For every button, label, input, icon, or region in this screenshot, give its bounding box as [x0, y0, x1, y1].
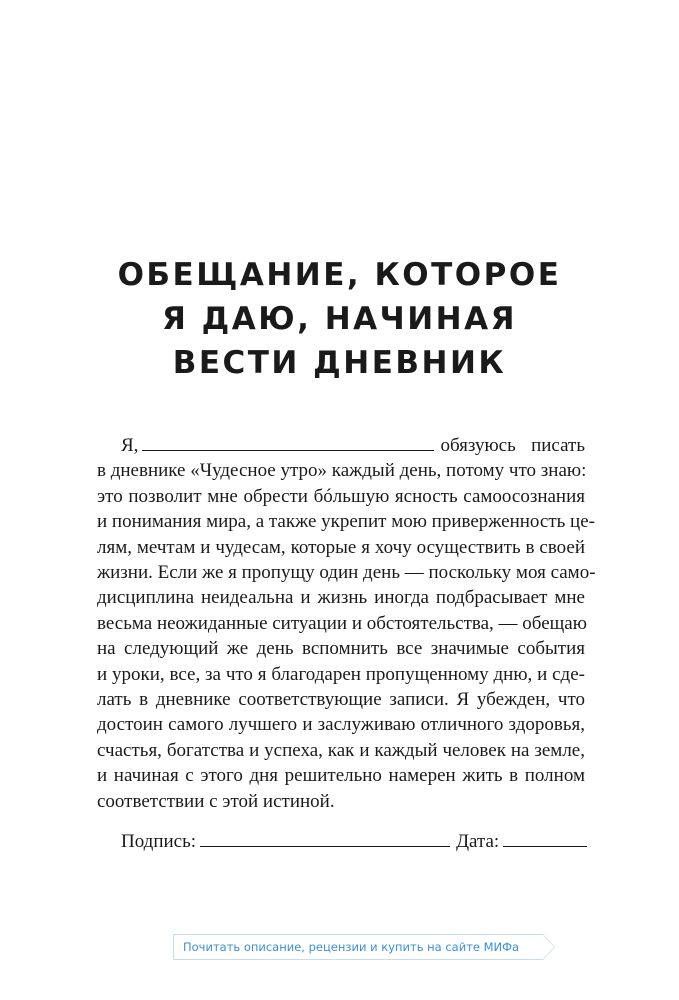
promise-line: на следующий же день вспомнить все значимые события [97, 638, 585, 660]
date-blank-line[interactable] [503, 829, 587, 847]
promise-paragraph [97, 433, 596, 814]
signature-row [121, 829, 585, 854]
title-line: Я ДАЮ, НАЧИНАЯ [162, 301, 517, 337]
promise-line: лям, мечтам и чудесам, которые я хочу осуществить в своей [97, 536, 585, 558]
promise-line: лать в дневнике соответствующие записи. Я убежден, что [97, 689, 585, 711]
promise-line: дисциплина неидеальна и жизнь иногда подбрасывает мне [97, 587, 585, 609]
page-title [0, 253, 679, 385]
signature-label: Подпись: [121, 831, 197, 852]
promise-first-line [97, 433, 585, 458]
mif-link-text[interactable]: Почитать описание, рецензии и купить на сайте МИФа [183, 940, 520, 954]
title-line: ВЕСТИ ДНЕВНИК [172, 345, 507, 381]
link-arrow-icon-fill [543, 935, 554, 959]
name-blank-line[interactable] [142, 433, 434, 451]
date-label: Дата: [456, 831, 500, 852]
promise-last-line: соответствии с этой истиной. [97, 790, 335, 812]
promise-line: и уроки, все, за что я благодарен пропущенному дню, и сде- [97, 663, 585, 685]
promise-line: и понимания мира, а также укрепит мою приверженность це- [97, 511, 595, 533]
promise-first-line-end: обязуюсь писать [440, 435, 585, 456]
signature-blank-line[interactable] [200, 829, 450, 847]
promise-line: это позволит мне обрести бóльшую ясность самоосознания [97, 485, 585, 507]
promise-start: Я, [121, 435, 139, 456]
promise-line: и начиная с этого дня решительно намерен жить в полном [97, 765, 585, 787]
promise-line: достоин самого лучшего и заслуживаю отличного здоровья, [97, 714, 585, 736]
title-line: ОБЕЩАНИЕ, КОТОРОЕ [117, 257, 562, 293]
promise-line: в дневнике «Чудесное утро» каждый день, потому что знаю: [97, 460, 587, 482]
mif-website-link[interactable] [173, 934, 543, 960]
promise-line: жизни. Если же я пропущу один день — поскольку моя само- [97, 562, 596, 584]
promise-line: весьма неожиданные ситуации и обстоятельства, — обещаю [97, 612, 587, 634]
promise-line: счастья, богатства и успеха, как и каждый человек на земле, [97, 739, 585, 761]
